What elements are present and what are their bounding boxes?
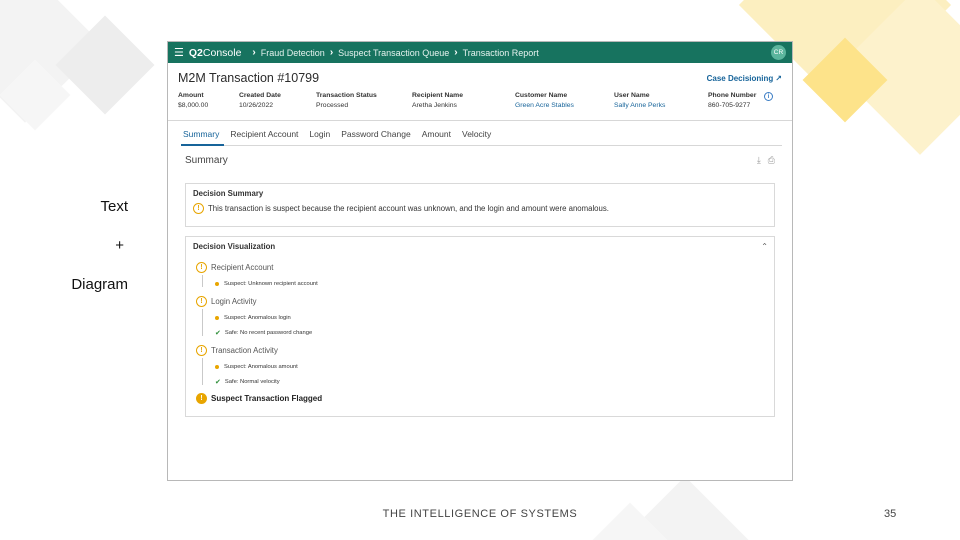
warning-icon: !: [196, 262, 207, 273]
warning-icon: !: [193, 203, 204, 214]
breadcrumb-fraud-detection[interactable]: Fraud Detection: [260, 47, 325, 58]
decision-summary-text: This transaction is suspect because the recipient account was unknown, and the login and amount were anomalous.: [208, 204, 609, 213]
info-icon[interactable]: i: [764, 92, 773, 101]
chevron-right-icon: ›: [454, 47, 458, 58]
tab-login[interactable]: Login: [309, 129, 331, 139]
tab-velocity[interactable]: Velocity: [462, 129, 492, 139]
tab-recipient-account[interactable]: Recipient Account: [230, 129, 299, 139]
tab-password-change[interactable]: Password Change: [341, 129, 411, 139]
node-recipient-account: ! Recipient Account: [196, 262, 273, 273]
warning-filled-icon: !: [196, 393, 207, 404]
user-name-link[interactable]: Sally Anne Perks: [614, 102, 666, 109]
top-nav-bar: [168, 42, 792, 63]
slide-label-diagram: Diagram: [71, 276, 128, 293]
field-transaction-status: Transaction Status Processed: [316, 92, 377, 109]
decision-visualization-title: Decision Visualization: [193, 242, 276, 251]
chevron-up-icon[interactable]: ⌃: [761, 242, 768, 251]
avatar[interactable]: CR: [771, 45, 786, 60]
chevron-right-icon: ›: [329, 47, 334, 58]
checkmark-icon: ✔: [215, 379, 221, 386]
external-link-icon: ↗: [775, 73, 782, 83]
breadcrumb-transaction-report[interactable]: Transaction Report: [462, 47, 539, 58]
field-phone-number: Phone Number 860-705-9277: [708, 92, 757, 109]
breadcrumb-suspect-queue[interactable]: Suspect Transaction Queue: [338, 47, 450, 58]
checkmark-icon: ✔: [215, 330, 221, 337]
case-decisioning-link[interactable]: Case Decisioning ↗: [706, 73, 782, 83]
tab-bar: [181, 125, 782, 146]
tree-connector: [202, 358, 203, 385]
chevron-right-icon: ›: [252, 47, 256, 58]
leaf-item: ✔ Safe: Normal velocity: [215, 379, 280, 386]
suspect-dot-icon: [215, 365, 219, 369]
node-login-activity: ! Login Activity: [196, 296, 257, 307]
slide-footer-title: THE INTELLIGENCE OF SYSTEMS: [382, 508, 578, 520]
app-brand[interactable]: Q2Console: [188, 46, 242, 59]
node-transaction-activity: ! Transaction Activity: [196, 345, 278, 356]
leaf-item: Suspect: Anomalous login: [215, 315, 291, 321]
print-icon[interactable]: ⎙: [767, 155, 775, 165]
leaf-item: Suspect: Unknown recipient account: [215, 281, 318, 287]
tree-connector: [202, 309, 203, 336]
leaf-item: ✔ Safe: No recent password change: [215, 330, 313, 337]
slide-label-plus: +: [115, 237, 124, 254]
transaction-details: [168, 91, 792, 121]
leaf-item: Suspect: Anomalous amount: [215, 364, 298, 370]
tree-connector: [202, 275, 203, 287]
field-created-date: Created Date 10/26/2022: [239, 92, 281, 109]
slide-label-text: Text: [100, 198, 128, 215]
suspect-dot-icon: [215, 316, 219, 320]
field-user-name: User Name Sally Anne Perks: [614, 92, 666, 109]
tab-summary[interactable]: Summary: [181, 125, 224, 146]
decision-summary-card: [185, 183, 775, 227]
section-title: Summary: [185, 155, 228, 166]
warning-icon: !: [196, 345, 207, 356]
app-window: [167, 41, 793, 481]
customer-name-link[interactable]: Green Acre Stables: [515, 102, 574, 109]
slide-page-number: 35: [884, 508, 897, 520]
decision-summary-title: Decision Summary: [193, 189, 264, 198]
field-customer-name: Customer Name Green Acre Stables: [515, 92, 574, 109]
page-title: M2M Transaction #10799: [178, 71, 320, 85]
flagged-result: ! Suspect Transaction Flagged: [196, 393, 322, 404]
menu-icon[interactable]: ☰: [174, 47, 184, 59]
field-amount: Amount $8,000.00: [178, 92, 209, 109]
tab-amount[interactable]: Amount: [421, 129, 451, 139]
field-recipient-name: Recipient Name Aretha Jenkins: [412, 92, 463, 109]
suspect-dot-icon: [215, 282, 219, 286]
decision-visualization-card: [185, 236, 775, 417]
warning-icon: !: [196, 296, 207, 307]
download-icon[interactable]: ⤓: [756, 155, 761, 165]
